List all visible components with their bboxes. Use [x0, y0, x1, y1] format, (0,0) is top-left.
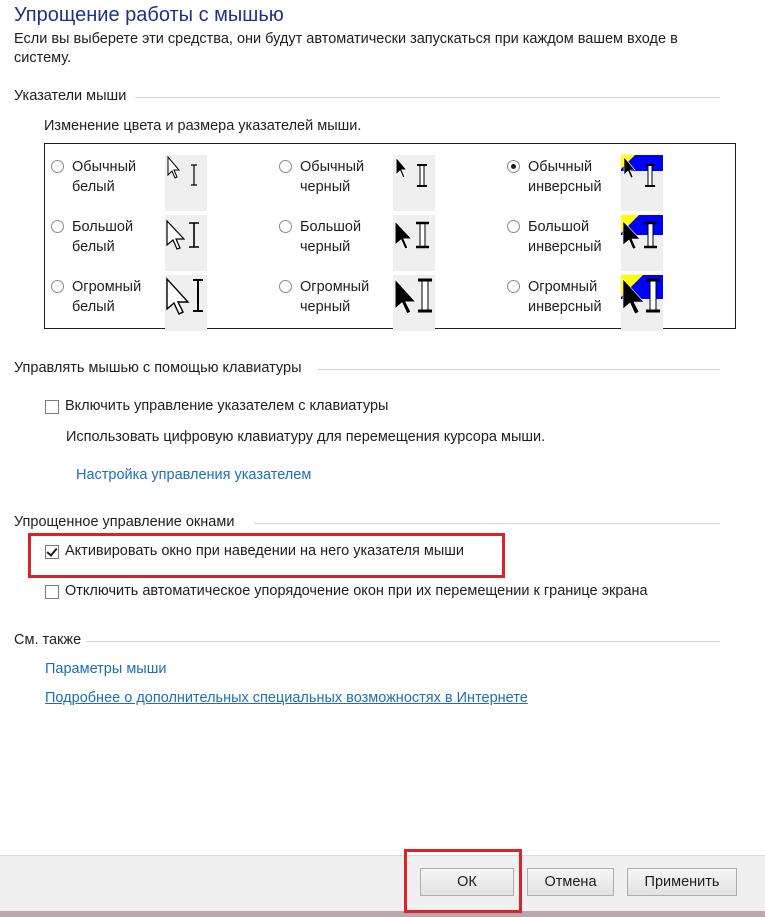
keyboard-header-label: Управлять мышью с помощью клавиатуры — [14, 360, 302, 376]
option-label-line1: Большой — [300, 219, 362, 235]
pointer-preview-large-inverse — [621, 215, 663, 271]
ok-button[interactable]: ОК — [420, 868, 514, 896]
pointers-group-header — [14, 88, 126, 104]
option-label-line2: инверсный — [528, 239, 602, 255]
pointer-preview-normal-inverse — [621, 155, 663, 211]
page-description: Если вы выберете эти средства, они будут автоматически запускаться при каждом вашем входе в систему. — [14, 31, 678, 66]
disable-snap-label[interactable]: Отключить автоматическое упорядочение окон при их перемещении к границе экрана — [65, 583, 648, 599]
radio-normal-black[interactable] — [279, 160, 292, 173]
keyboard-divider — [318, 369, 720, 370]
mouse-settings-link[interactable]: Параметры мыши — [45, 661, 167, 677]
pointer-option-large-inverse[interactable] — [501, 210, 711, 270]
option-label-line2: белый — [72, 179, 115, 195]
pointer-preview-normal-white — [165, 155, 207, 211]
mouse-keys-hint: Использовать цифровую клавиатуру для перемещения курсора мыши. — [66, 429, 546, 445]
option-label-line2: инверсный — [528, 179, 602, 195]
windows-header-label: Упрощенное управление окнами — [14, 514, 235, 530]
pointer-option-huge-white[interactable] — [45, 270, 255, 330]
radio-normal-inverse[interactable] — [507, 160, 520, 173]
pointer-settings-link[interactable]: Настройка управления указателем — [76, 467, 312, 483]
cancel-button[interactable]: Отмена — [527, 868, 614, 896]
radio-normal-white[interactable] — [51, 160, 64, 173]
option-label-line2: черный — [300, 239, 351, 255]
option-label-line1: Большой — [528, 219, 590, 235]
windows-group-header — [14, 514, 234, 530]
highlight-ok-button — [404, 849, 522, 913]
option-label-line1: Обычный — [300, 159, 365, 175]
radio-large-black[interactable] — [279, 220, 292, 233]
pointer-scheme-box — [44, 143, 736, 329]
more-accessibility-link[interactable]: Подробнее о дополнительных специальных возможностях в Интернете — [45, 690, 528, 706]
option-label-line1: Обычный — [528, 159, 593, 175]
option-label-line1: Огромный — [300, 279, 370, 295]
keyboard-group-header — [14, 360, 302, 376]
activate-on-hover-checkbox[interactable] — [45, 545, 59, 559]
radio-large-white[interactable] — [51, 220, 64, 233]
pointer-option-large-white[interactable] — [45, 210, 255, 270]
pointers-header-label: Указатели мыши — [14, 88, 127, 104]
pointers-divider — [135, 97, 720, 98]
pointer-option-huge-black[interactable] — [273, 270, 483, 330]
see-also-label: См. также — [14, 632, 82, 648]
option-label-line1: Огромный — [528, 279, 598, 295]
pointers-subtitle: Изменение цвета и размера указателей мыши. — [44, 118, 362, 134]
pointer-preview-large-black — [393, 215, 435, 271]
disable-snap-checkbox[interactable] — [45, 585, 59, 599]
see-also-header — [14, 632, 81, 648]
mouse-keys-checkbox[interactable] — [45, 400, 59, 414]
activate-on-hover-label[interactable]: Активировать окно при наведении на него указателя мыши — [65, 543, 464, 559]
radio-large-inverse[interactable] — [507, 220, 520, 233]
option-label-line1: Огромный — [72, 279, 142, 295]
mouse-keys-label[interactable]: Включить управление указателем с клавиатуры — [65, 398, 389, 414]
option-label-line1: Большой — [72, 219, 134, 235]
pointer-option-normal-black[interactable] — [273, 150, 483, 210]
page-title: Упрощение работы с мышью — [14, 4, 284, 26]
pointer-preview-huge-black — [393, 275, 435, 331]
radio-huge-inverse[interactable] — [507, 280, 520, 293]
see-also-divider — [86, 641, 720, 642]
pointer-option-large-black[interactable] — [273, 210, 483, 270]
apply-button[interactable]: Применить — [627, 868, 737, 896]
pointer-preview-huge-inverse — [621, 275, 663, 331]
option-label-line2: инверсный — [528, 299, 602, 315]
radio-huge-black[interactable] — [279, 280, 292, 293]
windows-divider — [254, 523, 720, 524]
option-label-line2: белый — [72, 299, 115, 315]
pointer-option-normal-white[interactable] — [45, 150, 255, 210]
radio-huge-white[interactable] — [51, 280, 64, 293]
pointer-preview-normal-black — [393, 155, 435, 211]
pointer-option-huge-inverse[interactable] — [501, 270, 711, 330]
pointer-option-normal-inverse[interactable] — [501, 150, 711, 210]
option-label-line1: Обычный — [72, 159, 137, 175]
option-label-line2: черный — [300, 179, 351, 195]
taskbar-strip — [0, 911, 765, 917]
option-label-line2: черный — [300, 299, 351, 315]
pointer-preview-huge-white — [165, 275, 207, 331]
pointer-preview-large-white — [165, 215, 207, 271]
option-label-line2: белый — [72, 239, 115, 255]
